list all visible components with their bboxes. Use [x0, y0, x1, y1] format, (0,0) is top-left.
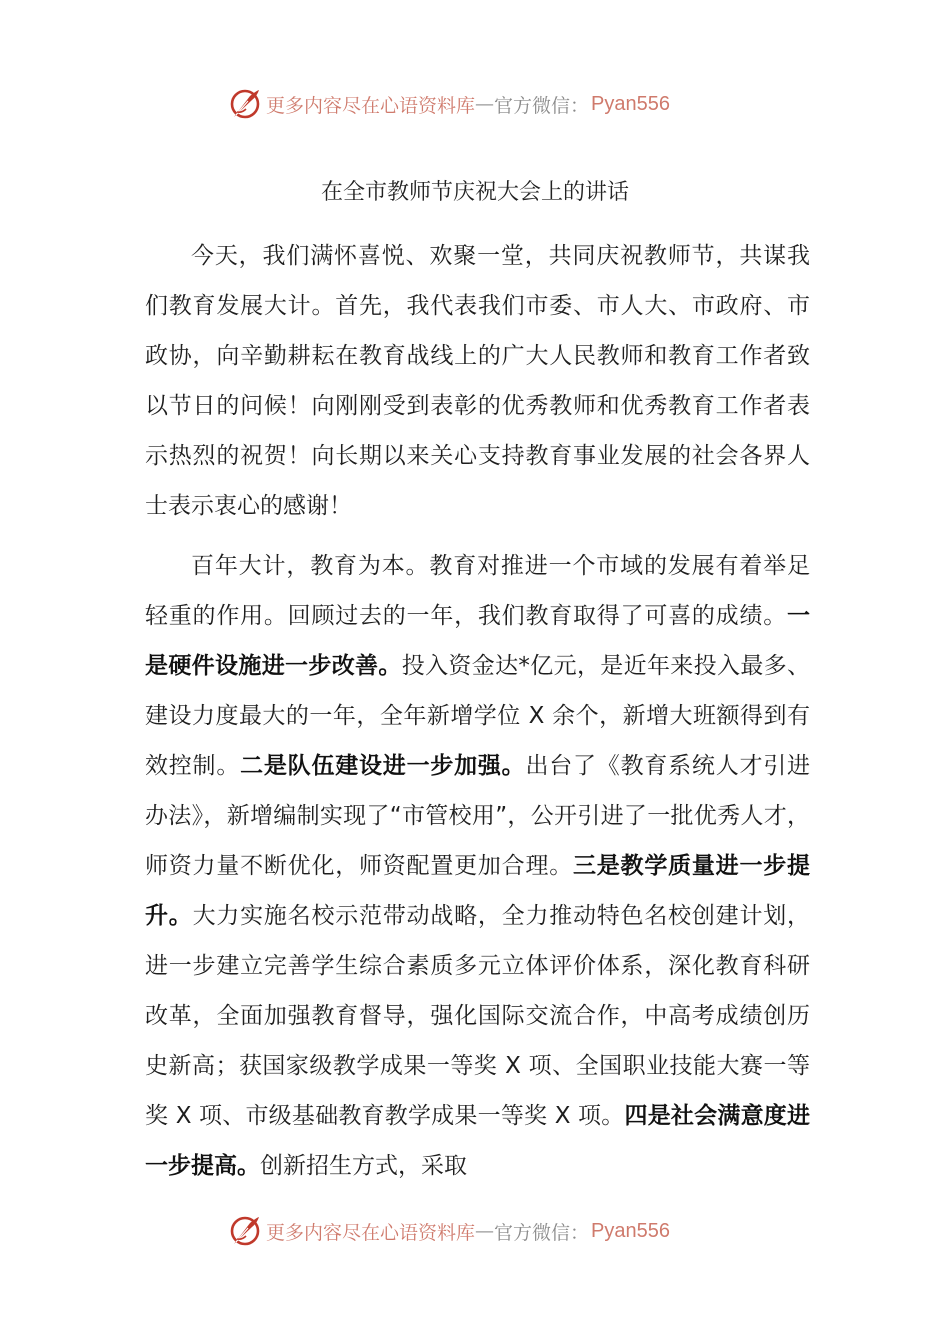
point-2-heading: 二是队伍建设进一步加强。	[240, 753, 526, 779]
banner-wechat-id: Pyan556	[591, 92, 670, 115]
paragraph-2	[145, 541, 810, 1191]
point-4-heading: 四是社会满意度进一步提高。	[145, 1103, 811, 1179]
banner-wechat-label: 官方微信：	[494, 1221, 590, 1244]
banner-wechat-label: 官方微信：	[494, 94, 590, 117]
point-2-text: 出台了《教育系统人才引进办法》，新增编制实现了“市管校用”，公开引进了一批优秀人才，师资力量不断优化，师资配置更加合理。	[145, 753, 811, 879]
banner-slogan: 更多内容尽在心语资料库	[266, 94, 476, 117]
banner-slogan: 更多内容尽在心语资料库	[266, 1221, 476, 1244]
point-1-heading: 一是硬件设施进一步改善。	[145, 603, 810, 679]
header-banner	[228, 84, 670, 124]
banner-dash: —	[475, 1220, 495, 1242]
banner-dash: —	[475, 93, 495, 115]
paragraph-2-intro: 百年大计，教育为本。教育对推进一个市域的发展有着举足轻重的作用。回顾过去的一年，我们教育取得了可喜的成绩。	[145, 553, 810, 629]
point-1-text: 投入资金达*亿元，是近年来投入最多、建设力度最大的一年，全年新增学位 X 余个，新增大班额得到有效控制。	[145, 653, 811, 779]
document-title: 在全市教师节庆祝大会上的讲话	[320, 180, 629, 205]
quill-logo-icon	[228, 87, 262, 121]
point-4-text: 创新招生方式，采取	[260, 1153, 467, 1179]
point-3-text: 大力实施名校示范带动战略，全力推动特色名校创建计划，进一步建立完善学生综合素质多元立体评价体系，深化教育科研改革，全面加强教育督导，强化国际交流合作，中高考成绩创历史新高；获国家级教学成果一等奖 X 项、全国职业技能大赛一等奖 X 项、市级基础教育教学成果一等奖 X 项。	[145, 903, 811, 1129]
footer-banner	[228, 1211, 670, 1251]
quill-logo-icon	[228, 1214, 262, 1248]
banner-wechat-id: Pyan556	[591, 1219, 670, 1242]
paragraph-1: 今天，我们满怀喜悦、欢聚一堂，共同庆祝教师节，共谋我们教育发展大计。首先，我代表我们市委、市人大、市政府、市政协，向辛勤耕耘在教育战线上的广大人民教师和教育工作者致以节日的问候！向刚刚受到表彰的优秀教师和优秀教育工作者表示热烈的祝贺！向长期以来关心支持教育事业发展的社会各界人士表示衷心的感谢！	[145, 243, 810, 519]
point-3-heading: 三是教学质量进一步提升。	[145, 853, 811, 929]
